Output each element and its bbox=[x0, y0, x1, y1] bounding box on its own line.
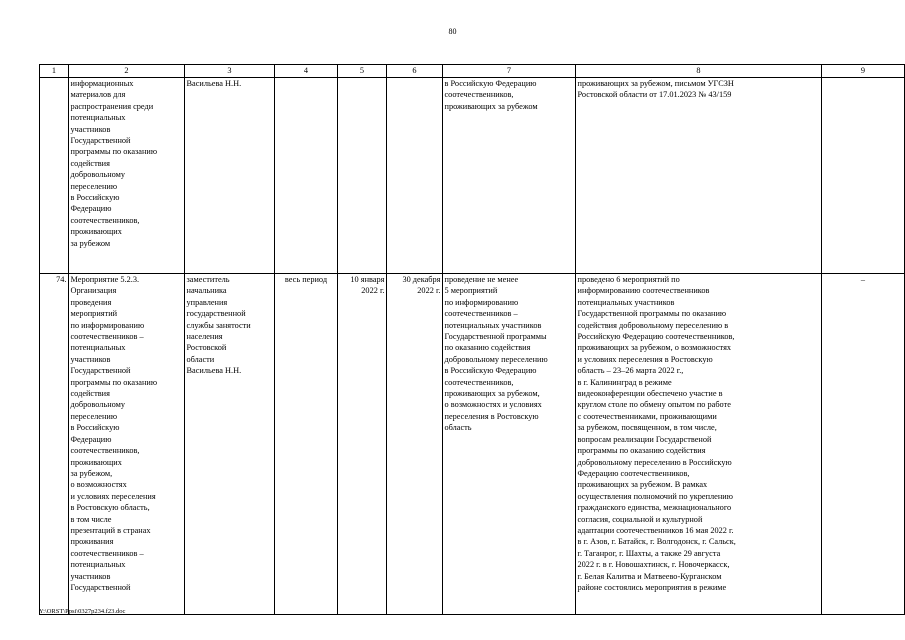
header-cell-7: 7 bbox=[443, 65, 576, 78]
row-number: 74. bbox=[40, 274, 69, 615]
header-cell-3: 3 bbox=[185, 65, 275, 78]
expected-result: проведение не менее 5 мероприятий по информированию соотечественников – потенциальных участников Государственной программы по оказанию содействия добровольному переселению в Российскую Федерацию соотечественников, проживающих за рубежом, о возможностях и условиях переселения в Ростовскую область bbox=[443, 274, 576, 615]
responsible-person: заместитель начальника управления государственной службы занятости населения Ростовской области Васильева Н.Н. bbox=[185, 274, 275, 615]
header-cell-8: 8 bbox=[576, 65, 822, 78]
period: весь период bbox=[275, 274, 338, 615]
start-date: 10 января 2022 г. bbox=[338, 274, 387, 615]
start-date bbox=[338, 78, 387, 274]
activity-name: Мероприятие 5.2.3. Организация проведения мероприятий по информированию соотечественников – потенциальных участников Государственной программы по оказанию содействия добровольному переселению в Российскую Федерацию соотечественников, проживающих за рубежом, о возможностях и условиях переселения в Ростовскую область, в том числе презентаций в странах проживания соотечественников – потенциальных участников Государственной bbox=[69, 274, 185, 615]
end-date bbox=[387, 78, 443, 274]
header-row bbox=[40, 65, 905, 78]
page-number: 80 bbox=[448, 27, 457, 36]
file-path-footer: Y:\ORST\Ppsi\0327p234.f23.doc bbox=[39, 608, 126, 615]
header-cell-5: 5 bbox=[338, 65, 387, 78]
note bbox=[822, 78, 905, 274]
actual-result: проведено 6 мероприятий по информированию соотечественников потенциальных участников Государственной программы по оказанию содействия добровольному переселению в Российскую Федерацию соотечественников, проживающих за рубежом, о возможностях и условиях переселения в Ростовскую область – 23–26 марта 2022 г., в г. Калининград в режиме видеоконференции обеспечено участие в круглом столе по обмену опытом по работе с соотечественниками, проживающими за рубежом, посвященном, в том числе, вопросам реализации Государственой программы по оказанию содействия добровольному переселению в Российскую Федерацию соотечественников, проживающих за рубежом. В рамках осуществления полномочий по укреплению гражданского единства, межнационального согласия, социальной и культурной адаптации соотечественников 16 мая 2022 г. в г. Азов, г. Батайск, г. Волгодонск, г. Сальск, г. Таганрог, г. Шахты, а также 29 августа 2022 г. в г. Новошахтинск, г. Новочеркасск, г. Белая Калитва и Матвеево-Курганском районе состоялись мероприятия в режиме bbox=[576, 274, 822, 615]
activity-name: информационных материалов для распространения среди потенциальных участников Государственной программы по оказанию содействия добровольному переселению в Российскую Федерацию соотечественников, проживающих за рубежом bbox=[69, 78, 185, 274]
responsible-person: Васильева Н.Н. bbox=[185, 78, 275, 274]
row-number bbox=[40, 78, 69, 274]
note: – bbox=[822, 274, 905, 615]
report-table bbox=[39, 64, 905, 615]
header-cell-1: 1 bbox=[40, 65, 69, 78]
table-row bbox=[40, 274, 905, 615]
period bbox=[275, 78, 338, 274]
actual-result: проживающих за рубежом, письмом УГСЗН Ростовской области от 17.01.2023 № 43/159 bbox=[576, 78, 822, 274]
header-cell-4: 4 bbox=[275, 65, 338, 78]
expected-result: в Российскую Федерацию соотечественников, проживающих за рубежом bbox=[443, 78, 576, 274]
end-date: 30 декабря 2022 г. bbox=[387, 274, 443, 615]
header-cell-2: 2 bbox=[69, 65, 185, 78]
header-cell-6: 6 bbox=[387, 65, 443, 78]
table-row bbox=[40, 78, 905, 274]
header-cell-9: 9 bbox=[822, 65, 905, 78]
